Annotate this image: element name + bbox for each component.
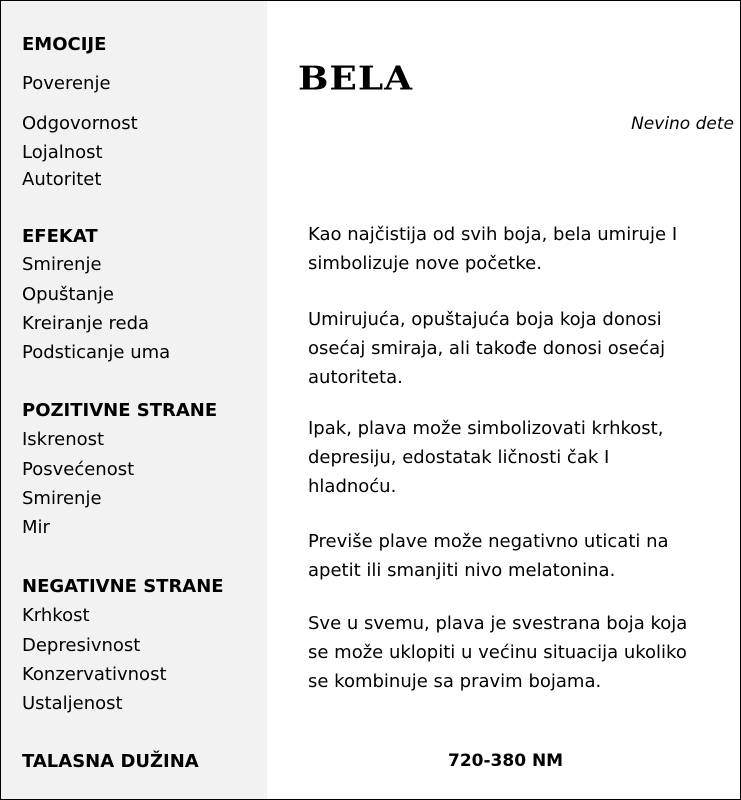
paragraph: Previše plave može negativno uticati na apetit ili smanjiti nivo melatonina. (308, 531, 669, 581)
emotion-item: Odgovornost (22, 113, 138, 134)
negative-item: Ustaljenost (22, 693, 123, 714)
emotion-item: Poverenje (22, 73, 111, 94)
emotion-item: Lojalnost (22, 142, 103, 163)
effect-item: Opuštanje (22, 284, 114, 305)
positive-item: Smirenje (22, 488, 102, 509)
negative-item: Krhkost (22, 605, 90, 626)
effect-item: Kreiranje reda (22, 313, 150, 334)
effect-heading: EFEKAT (22, 226, 98, 247)
effect-item: Smirenje (22, 254, 102, 275)
negative-item: Konzervativnost (22, 664, 167, 685)
emotions-heading: EMOCIJE (22, 34, 107, 55)
paragraph: Sve u svemu, plava je svestrana boja koja se može uklopiti u većinu situacija ukoliko se kombinuje sa pravim bojama. (308, 613, 688, 692)
page-subtitle: Nevino dete (631, 114, 734, 134)
paragraph: Ipak, plava može simbolizovati krhkost, depresiju, edostatak ličnosti čak I hladnoću. (308, 418, 664, 497)
page-title: BELA (298, 58, 414, 98)
positive-item: Posvećenost (22, 459, 135, 480)
positive-heading: POZITIVNE STRANE (22, 400, 218, 421)
wavelength-heading: TALASNA DUŽINA (22, 751, 199, 772)
wavelength-value: 720-380 NM (448, 751, 564, 771)
positive-item: Iskrenost (22, 429, 105, 450)
effect-item: Podsticanje uma (22, 342, 171, 363)
left-sidebar (1, 1, 267, 800)
negative-item: Depresivnost (22, 635, 141, 656)
paragraph: Kao najčistija od svih boja, bela umiruje I simbolizuje nove početke. (308, 224, 678, 274)
positive-item: Mir (22, 517, 50, 538)
paragraph: Umirujuća, opuštajuća boja koja donosi osećaj smiraja, ali takođe donosi osećaj autoriteta. (308, 309, 666, 388)
emotion-item: Autoritet (22, 169, 102, 190)
negative-heading: NEGATIVNE STRANE (22, 576, 224, 597)
